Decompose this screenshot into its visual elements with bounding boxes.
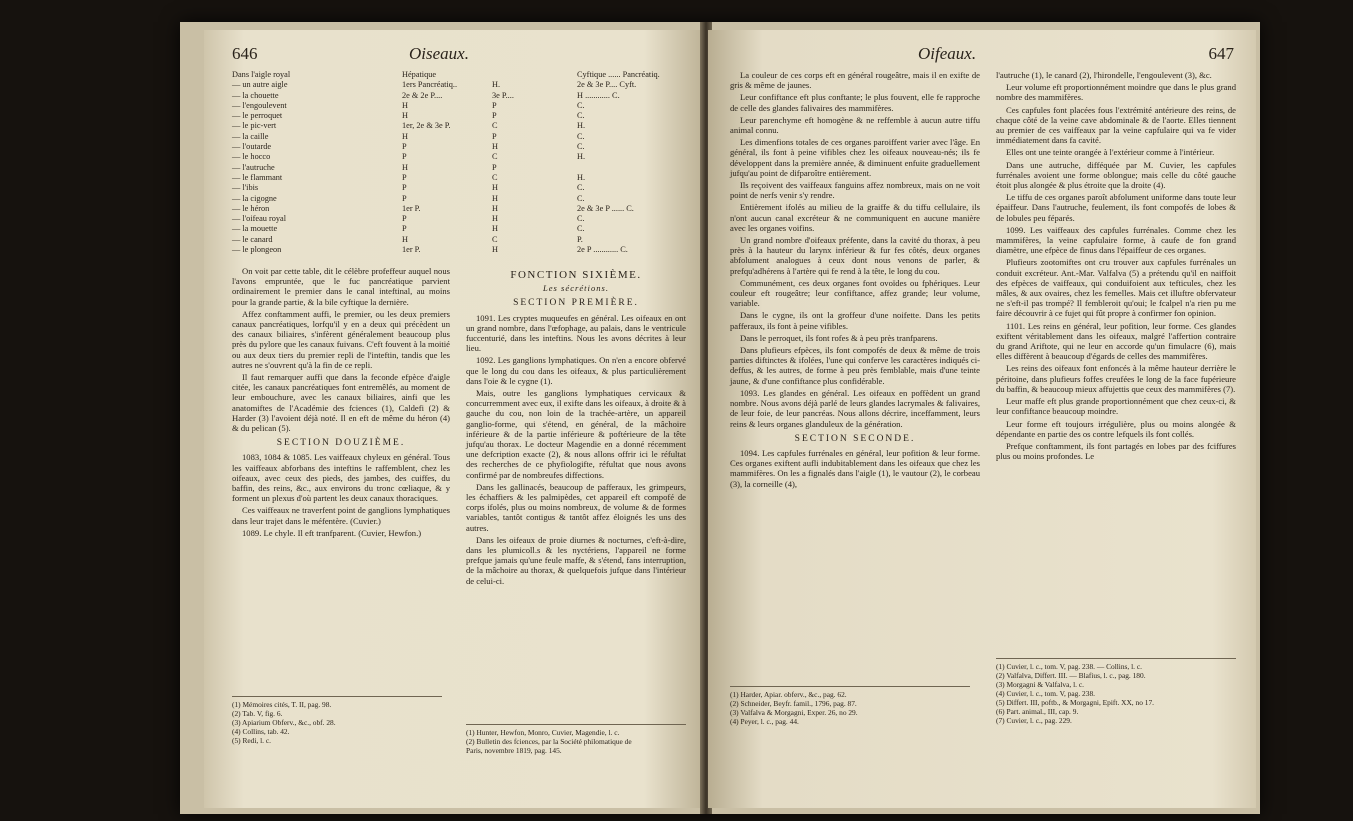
footnote: (6) Part. animal., III, cap. 9. bbox=[996, 707, 1079, 716]
footnote: (7) Cuvier, l. c., pag. 229. bbox=[996, 716, 1072, 725]
table-row bbox=[232, 80, 687, 90]
table-cell: — le flammant bbox=[232, 172, 283, 182]
paragraph: 1091. Les cryptes muqueufes en général. Les oifeaux en ont un grand nombre, dans l'œfophage, au palais, dans le ventricule fuccenturié, dans les inteftins. Nous les avons décrites à leur lieu. bbox=[466, 312, 686, 354]
table-cell: P bbox=[492, 162, 497, 172]
table-row bbox=[232, 101, 687, 111]
footnote: (4) Collins, tab. 42. bbox=[232, 727, 290, 736]
paragraph: Leur forme eft toujours irrégulière, plus ou moins alongée & dépendante en partie des os contre lefquels ils font collés. bbox=[996, 418, 1236, 439]
table-cell: Cyftique ...... Pancréatiq. bbox=[577, 70, 660, 79]
paragraph: 1099. Les vaiffeaux des capfules furrénales. Comme chez les mammifères, la veine capfulaire forme, à caufe de fon grand diamètre, une efpèce de finus dans l'épaiffeur de ces organes. bbox=[996, 224, 1236, 256]
paragraph: Plufieurs zootomiftes ont cru trouver aux capfules furrénales un conduit excréteur. Ant.-Mar. Valfalva (5) a prétendu qu'il en naiffoit des efpèces de vaiffeaux, qui conduifoient aux tefticules, chez les mâles, & aux ovaires, chez les femelles. Mais cet illuftre obfervateur ne s'eft-il pas trompé? Il fembleroit qu'oui; le fcalpel n'a rien pu me faire découvrir à ce fujet qui fût propre à confirmer fon opinion. bbox=[996, 257, 1236, 319]
table-row bbox=[232, 183, 687, 193]
table-cell: H bbox=[402, 162, 408, 172]
table-cell: P bbox=[402, 193, 407, 203]
table-cell bbox=[492, 70, 577, 80]
paragraph: Dans le cygne, ils ont la groffeur d'une noifette. Dans les petits pafferaux, ils font à peine vifibles. bbox=[730, 310, 980, 331]
table-row bbox=[232, 224, 687, 234]
left-running-head bbox=[204, 44, 704, 66]
footnote: (1) Cuvier, l. c., tom. V, pag. 238. — Collins, l. c. bbox=[996, 662, 1143, 671]
table-cell: H. bbox=[492, 80, 501, 90]
table-cell: — le pic-vert bbox=[232, 121, 277, 131]
table-cell: P bbox=[402, 183, 407, 193]
table-cell: C bbox=[492, 152, 498, 162]
table-cell: 1er, 2e & 3e P. bbox=[402, 121, 451, 131]
table-cell: H. bbox=[577, 172, 586, 182]
paragraph: Leur parenchyme eft homogène & ne reffemble à aucun autre tiffu animal connu. bbox=[730, 114, 980, 136]
paragraph: Entièrement ifolés au milieu de la graiffe & du tiffu cellulaire, ils n'ont aucun canal excréteur & ne communiquent en aucune manière avec les organes voifins. bbox=[730, 202, 980, 233]
table-cell: — le plongeon bbox=[232, 245, 282, 255]
table-cell: P bbox=[492, 100, 497, 110]
table-row bbox=[232, 245, 687, 255]
footnote: (4) Cuvier, l. c., tom. V, pag. 238. bbox=[996, 689, 1095, 698]
paragraph: Ces capfules font placées fous l'extrémité antérieure des reins, de chaque côté de la veine cave abdominale & de l'aorte. Elles tiennent au premier de ces vaiffeaux par la veine capfulaire qui va fe vider immédiatement dans fa cavité. bbox=[996, 104, 1236, 146]
footnote: (5) Redi, l. c. bbox=[232, 736, 271, 745]
right-column-b bbox=[996, 70, 1236, 463]
section-heading: SECTION SECONDE. bbox=[794, 433, 916, 444]
table-cell: H ............ C. bbox=[577, 90, 620, 100]
paragraph: Mais, outre les ganglions lymphatiques cervicaux & concurremment avec eux, il exifte dans les oifeaux, à droite & à gauche du cou, non loin de la trachée-artère, un appareil ganglio-forme, qui s'étend, en général, de la mâchoire inférieure & de la partie inférieure & poftérieure de la tête jufqu'au thorax. Le docteur Magendie en a donné récemment une defcription exacte (2), & nous allons offrir ici le réfultat des recherches de ce phyfiologifte, réfultat que nous avons confirmé par de nombreufes diffections. bbox=[466, 388, 686, 480]
paragraph: Dans les oifeaux de proie diurnes & nocturnes, c'eft-à-dire, dans les plumicoll.s & les nyctériens, l'appareil ne forme prefque jamais qu'une feule maffe, & s'étend, fans interruption, de la mâchoire au thorax, & quelquefois jufque dans l'intérieur de celui-ci. bbox=[466, 534, 686, 586]
table-cell: H bbox=[402, 234, 408, 244]
table-cell: P bbox=[402, 214, 407, 224]
paragraph: Dans une autruche, difféquée par M. Cuvier, les capfules furrénales avoient une forme oblongue; mais celle du côté gauche étoit plus alongée & plus étroite que la droite (4). bbox=[996, 159, 1236, 191]
table-cell: 1er P. bbox=[402, 203, 421, 213]
table-cell: P bbox=[402, 142, 407, 152]
table-cell: H bbox=[402, 131, 408, 141]
paragraph: 1092. Les ganglions lymphatiques. On n'en a encore obfervé que le long du cou dans les oifeaux, & plus particulièrement dans l'oie & le cygne (1). bbox=[466, 355, 686, 386]
table-cell: — un autre aigle bbox=[232, 80, 288, 90]
left-page bbox=[204, 30, 704, 808]
footnote: Paris, novembre 1819, pag. 145. bbox=[466, 746, 562, 755]
table-row bbox=[232, 111, 687, 121]
table-cell: P bbox=[492, 111, 497, 121]
table-cell: — l'autruche bbox=[232, 162, 275, 172]
table-cell: 2e & 3e P.... Cyft. bbox=[577, 80, 637, 90]
table-cell: — l'oifeau royal bbox=[232, 214, 287, 224]
paragraph: 1093. Les glandes en général. Les oifeaux en poffèdent un grand nombre. Nous avons déjà parlé de leurs glandes lacrymales & falivaires, de leur foie, de leur pancréas. Nous allons décrire, inceffamment, leurs reins & leurs organes glanduleux de la génération. bbox=[730, 387, 980, 429]
table-cell: — la cigogne bbox=[232, 193, 277, 203]
paragraph: 1089. Le chyle. Il eft tranfparent. (Cuvier, Hewfon.) bbox=[242, 527, 422, 538]
table-cell: — la chouette bbox=[232, 90, 279, 100]
table-cell: H. bbox=[577, 121, 586, 131]
paragraph: Leur confiftance eft plus conftante; le plus fouvent, elle fe rapproche de celle des glandes falivaires des mammifères. bbox=[730, 92, 980, 113]
table-row bbox=[232, 214, 687, 224]
left-footnotes-a bbox=[232, 696, 442, 745]
open-book bbox=[180, 22, 1260, 814]
table-cell: 1er P. bbox=[402, 245, 421, 255]
table-cell: C. bbox=[577, 131, 585, 141]
table-cell: — le canard bbox=[232, 234, 273, 244]
left-column-a bbox=[232, 266, 450, 540]
right-footnotes-a bbox=[730, 686, 970, 726]
table-row bbox=[232, 173, 687, 183]
table-row bbox=[232, 121, 687, 131]
table-cell: C. bbox=[577, 193, 585, 203]
footnote: (1) Mémoires cités, T. II, pag. 98. bbox=[232, 700, 332, 709]
paragraph: Elles ont une teinte orangée à l'extérieur comme à l'intérieur. bbox=[1006, 147, 1215, 158]
paragraph: Leur maffe eft plus grande proportionnément que chez ceux-ci, & leur confiftance beaucoup moindre. bbox=[996, 396, 1236, 417]
table-cell: C. bbox=[577, 214, 585, 224]
pancreatic-order-table bbox=[232, 70, 687, 255]
footnote: (1) Hunter, Hewfon, Monro, Cuvier, Magendie, l. c. bbox=[466, 728, 620, 737]
left-page-number: 646 bbox=[232, 44, 258, 63]
footnote: (3) Morgagni & Valfalva, l. c. bbox=[996, 680, 1084, 689]
table-cell: H bbox=[492, 142, 498, 152]
paragraph: Les reins des oifeaux font enfoncés à la même hauteur derrière le péritoine, dans plufieurs foffes creufées le long de la face fupérieure du baffin, & beaucoup mieux affujettis que ceux des mammifères (7). bbox=[996, 363, 1236, 394]
table-cell: C bbox=[492, 121, 498, 131]
table-cell: H bbox=[492, 183, 498, 193]
table-cell: H bbox=[492, 224, 498, 234]
paragraph: 1094. Les capfules furrénales en général, leur pofition & leur forme. Ces organes exiftent aufli indubitablement dans les oifeaux que chez les mammifères. On les a fignalés dans l'aigle (1), le vautour (2), le corbeau (3), la corneille (4), bbox=[730, 447, 980, 489]
table-cell: C. bbox=[577, 100, 585, 110]
table-cell: Hépatique bbox=[402, 70, 437, 79]
table-cell: P bbox=[402, 152, 407, 162]
paragraph: Dans plufieurs efpèces, ils font compofés de deux & même de trois parties diftinctes & ifolées, l'une qui conferve les caractères indiqués ci-deffus, & les autres, de forme à peu près femblable, mais d'une teinte jaune, & d'une confiftance plus confidérable. bbox=[730, 345, 980, 386]
paragraph: l'autruche (1), le canard (2), l'hirondelle, l'engoulevent (3), &c. bbox=[996, 70, 1212, 80]
paragraph: Communément, ces deux organes font ovoïdes ou fphériques. Leur couleur eft rougeâtre; leur confiftance, affez grande; leur volume, variable. bbox=[730, 277, 980, 309]
table-cell: 2e P ............ C. bbox=[577, 245, 628, 255]
table-cell: H bbox=[492, 193, 498, 203]
right-running-title: Oifeaux. bbox=[918, 44, 977, 63]
table-row bbox=[232, 142, 687, 152]
footnote: (2) Bulletin des fciences, par la Société philomatique de bbox=[466, 737, 632, 746]
table-cell: H bbox=[492, 245, 498, 255]
paragraph: Leur volume eft proportionnément moindre que dans le plus grand nombre des mammifères. bbox=[996, 82, 1236, 103]
paragraph: Dans le perroquet, ils font rofes & à peu près tranfparens. bbox=[740, 332, 938, 343]
table-cell: P bbox=[402, 172, 407, 182]
table-row bbox=[232, 204, 687, 214]
function-subtitle: Les sécrétions. bbox=[542, 283, 610, 294]
table-cell: C bbox=[492, 172, 498, 182]
table-cell: — le hocco bbox=[232, 152, 271, 162]
right-page-number: 647 bbox=[1208, 44, 1234, 63]
table-row bbox=[232, 132, 687, 142]
left-footnotes-b bbox=[466, 724, 686, 755]
table-cell: — le perroquet bbox=[232, 111, 283, 121]
footnote: (5) Differt. III, poftb., & Morgagni, Epift. XX, no 17. bbox=[996, 698, 1154, 707]
table-cell: H. bbox=[577, 152, 586, 162]
table-cell: 2e & 3e P ...... C. bbox=[577, 203, 634, 213]
table-cell: — l'outarde bbox=[232, 142, 272, 152]
paragraph: 1083, 1084 & 1085. Les vaiffeaux chyleux en général. Tous les vaiffeaux abforbans des inteftins le raffemblent, chez les oifeaux, avec ceux des pieds, des jambes, des cuiffes, du baffin, des reins, &c., aux environs du tronc cœliaque, & y forment un plexus d'où partent les deux canaux thoraciques. bbox=[232, 452, 450, 504]
footnote: (2) Tab. V, fig. 6. bbox=[232, 709, 283, 718]
paragraph: On voit par cette table, dit le célèbre profeffeur auquel nous l'avons empruntée, que le fuc pancréatique parvient ordinairement le premier dans le canal inteftinal, au moins pour la grande partie, & la bile cyftique la dernière. bbox=[232, 266, 450, 307]
table-cell: — la caille bbox=[232, 131, 269, 141]
paragraph: Il faut remarquer auffi que dans la feconde efpèce d'aigle citée, les canaux pancréatiques font entremêlés, au moment de leur embouchure, avec les canaux biliaires, ainfi que les anatomiftes de l'Académie des fciences (1), Caldefi (2) & Harder (3) l'avoient déjà noté. Il en eft de même du héron (4) & du pelican (5). bbox=[232, 372, 450, 434]
right-footnotes-b bbox=[996, 658, 1236, 725]
section-heading: SECTION DOUZIÈME. bbox=[276, 438, 406, 449]
table-cell: — l'engoulevent bbox=[232, 100, 287, 110]
paragraph: Prefque conftamment, ils font partagés en lobes par des fciffures plus ou moins profondes. Le bbox=[996, 440, 1236, 462]
table-cell: Dans l'aigle royal bbox=[232, 70, 291, 79]
table-cell: — la mouette bbox=[232, 224, 278, 234]
section-heading: SECTION PREMIÈRE. bbox=[513, 298, 639, 309]
table-row bbox=[232, 163, 687, 173]
footnote: (2) Schneider, Beyfr. famil., 1796, pag. 87. bbox=[730, 699, 857, 708]
footnote: (3) Valfalva & Morgagni, Exper. 26, no 29. bbox=[730, 708, 858, 717]
table-cell: P bbox=[402, 224, 407, 234]
table-cell: H bbox=[492, 214, 498, 224]
paragraph: Un grand nombre d'oifeaux préfente, dans la cavité du thorax, à peu près à la hauteur du larynx inférieur & fur fes côtés, deux organes abfolument analogues à ceux dont nous venons de parler, & prefqu'adhérens à l'artère qui fe rend à la tête, le long du cou. bbox=[730, 235, 980, 276]
table-cell: C bbox=[492, 234, 498, 244]
table-cell: 3e P.... bbox=[492, 90, 514, 100]
table-cell: 2e & 2e P.... bbox=[402, 90, 443, 100]
table-row bbox=[232, 70, 687, 80]
paragraph: Les dimenfions totales de ces organes paroiffent varier avec l'âge. En général, ils font à peine vifibles chez les oifeaux nouveau-nés; ils fe développent dans la première année, & diminuent enfuite graduellement jufqu'au point de difparoître entièrement. bbox=[730, 137, 980, 178]
left-running-title: Oiseaux. bbox=[409, 44, 469, 63]
paragraph: Dans les gallinacés, beaucoup de pafferaux, les grimpeurs, les échaffiers & les palmipèdes, cet appareil eft compofé de corps ifolés, plus ou moins nombreux, de volume & de formes variables, tantôt contigus & tantôt affez éloignés les uns des autres. bbox=[466, 481, 686, 533]
function-title: FONCTION SIXIÈME. bbox=[510, 269, 642, 281]
table-cell: — l'ibis bbox=[232, 183, 259, 193]
footnote: (2) Valfalva, Differt. III. — Blafius, l. c., pag. 180. bbox=[996, 671, 1146, 680]
right-column-a bbox=[730, 70, 980, 491]
footnote: (1) Harder, Apiar. obferv., &c., pag. 62. bbox=[730, 690, 847, 699]
paragraph: Le tiffu de ces organes paroît abfolument uniforme dans toute leur épaiffeur. Dans l'autruche, feulement, ils font compofés de lobes & de lobules peu féparés. bbox=[996, 192, 1236, 223]
table-cell: C. bbox=[577, 142, 585, 152]
table-cell: C. bbox=[577, 183, 585, 193]
table-cell: — le héron bbox=[232, 203, 270, 213]
table-cell: P bbox=[492, 131, 497, 141]
footnote: (4) Peyer, l. c., pag. 44. bbox=[730, 717, 799, 726]
left-column-b bbox=[466, 266, 686, 588]
table-row bbox=[232, 152, 687, 162]
right-page bbox=[708, 30, 1256, 808]
table-row bbox=[232, 235, 687, 245]
paragraph: 1101. Les reins en général, leur pofition, leur forme. Ces glandes exiftent véritablement dans les oifeaux, malgré l'affertion contraire du grand Ariftote, qui ne leur en accorde qu'un fimulacre (6), mais elles diffèrent à beaucoup d'égards de celles des mammifères. bbox=[996, 320, 1236, 362]
table-row bbox=[232, 91, 687, 101]
table-cell: H bbox=[402, 100, 408, 110]
paragraph: La couleur de ces corps eft en général rougeâtre, mais il en exifte de gris & même de jaunes. bbox=[730, 70, 980, 91]
table-cell: C. bbox=[577, 224, 585, 234]
table-cell: 1ers Pancréatiq.. bbox=[402, 80, 458, 90]
table-cell: P. bbox=[577, 234, 583, 244]
table-row bbox=[232, 194, 687, 204]
paragraph: Ils reçoivent des vaiffeaux fanguins affez nombreux, mais on ne voit point de nerfs venir s'y rendre. bbox=[730, 180, 980, 201]
right-running-head bbox=[708, 44, 1256, 66]
paragraph: Affez conftamment auffi, le premier, ou les deux premiers canaux pancréatiques, lorfqu'il y en a deux qui précèdent un des canaux biliaires, s'infèrent généralement beaucoup plus près du pylore que les canaux fuivans. C'eft fouvent à la moitié ou aux deux tiers du premier repli de l'inteftin, tandis que les autres ne s'ouvrent qu'à la fin de ce repli. bbox=[232, 308, 450, 370]
paragraph: Ces vaiffeaux ne traverfent point de ganglions lymphatiques dans leur trajet dans le méfentère. (Cuvier.) bbox=[232, 505, 450, 526]
footnote: (3) Apiarium Obferv., &c., obf. 28. bbox=[232, 718, 336, 727]
table-cell: C. bbox=[577, 111, 585, 121]
table-cell: H bbox=[402, 111, 408, 121]
table-cell bbox=[577, 163, 687, 173]
table-cell: H bbox=[492, 203, 498, 213]
